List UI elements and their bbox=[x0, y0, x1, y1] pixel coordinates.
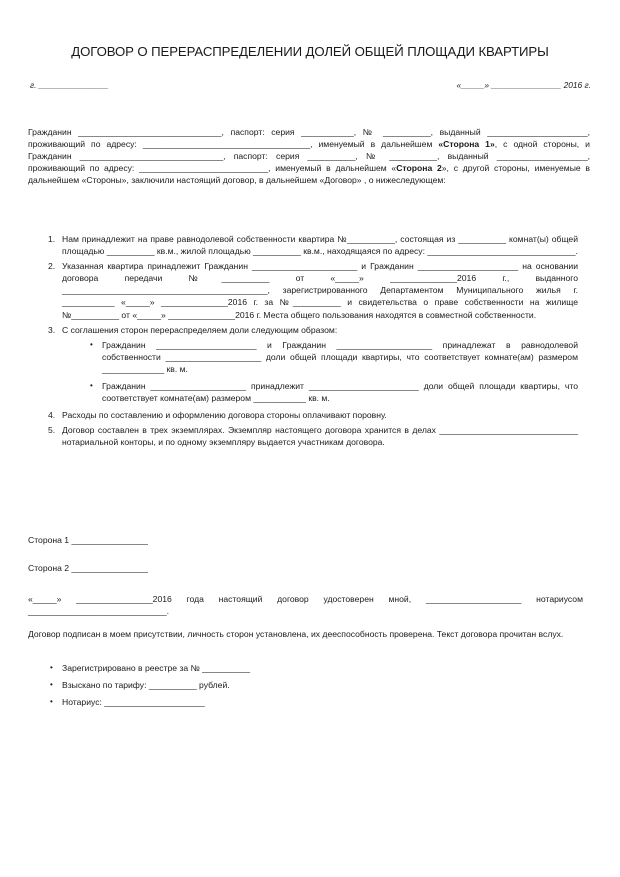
party1-label: «Сторона 1» bbox=[438, 139, 495, 150]
party2-label: Сторона 2 bbox=[396, 163, 442, 174]
clauses-list bbox=[48, 233, 578, 449]
clause-number: 4. bbox=[48, 410, 56, 421]
clause-4 bbox=[48, 409, 578, 421]
tariff-item: • Взыскано по тарифу: __________ рублей. bbox=[50, 679, 250, 691]
intro-text-1: Гражданин ______________________________, паспорт: серия ___________, № __________, выданный _____________________, проживающий по адресу: ___________________________________, именуемый в дальнейшем bbox=[28, 127, 590, 150]
intro-text-2: , с одной стороны, и Гражданин ______________________________, паспорт: серия __________, № __________, выданный ___________________, проживающий по адресу: ___________________________, именуемый в дальнейшем « bbox=[28, 139, 590, 174]
registry-list bbox=[50, 662, 250, 713]
clause-text: Расходы по составлению и оформлению договора стороны оплачивают поровну. bbox=[62, 410, 387, 421]
notary-certification: «_____» ________________2016 года настоящий договор удостоверен мной, ____________________ нотариусом _____________________________. bbox=[28, 594, 583, 617]
signature-party-1: Сторона 1 ________________ bbox=[28, 535, 148, 545]
signature-party-2: Сторона 2 ________________ bbox=[28, 563, 148, 573]
clause-text: Нам принадлежит на праве равнодолевой собственности квартира №__________, состоящая из __________ комнат(ы) общей площадью __________ кв.м., жилой площадью __________ кв.м., находящаяся по адресу: _______________________________. bbox=[62, 234, 578, 257]
clause-number: 2. bbox=[48, 261, 56, 272]
registry-item: • Зарегистрировано в реестре за № __________ bbox=[50, 662, 250, 674]
clause-text: Договор составлен в трех экземплярах. Экземпляр настоящего договора хранится в делах _____________________________ нотариальной конторы, и по одному экземпляру выдается участникам договора. bbox=[62, 425, 578, 448]
clause-number: 1. bbox=[48, 234, 56, 244]
clause-3 bbox=[48, 324, 578, 405]
clause-text: С соглашения сторон перераспределяем доли следующим образом: bbox=[62, 324, 338, 335]
clause-5 bbox=[48, 424, 578, 448]
intro-paragraph bbox=[28, 126, 590, 186]
intro-text-3: », с другой стороны, именуемые в дальнейшем «Стороны», заключили настоящий договор, в дальнейшем «Договор» , о нижеследующем: bbox=[28, 163, 590, 186]
subclauses-list bbox=[62, 339, 578, 404]
clause-2 bbox=[48, 260, 578, 320]
date-field: «_____» _______________ 2016 г. bbox=[456, 80, 591, 90]
clause-number: 3. bbox=[48, 324, 56, 335]
subclause-item: • Гражданин ____________________ принадлежит _______________________ доли общей площади квартиры, что соответствует комнате(ам) размером ___________ кв. м. bbox=[102, 380, 578, 404]
document-title: ДОГОВОР О ПЕРЕРАСПРЕДЕЛЕНИИ ДОЛЕЙ ОБЩЕЙ ПЛОЩАДИ КВАРТИРЫ bbox=[71, 44, 549, 59]
clause-1 bbox=[48, 233, 578, 257]
clause-number: 5. bbox=[48, 425, 56, 436]
clause-text: Указанная квартира принадлежит Гражданин ______________________ и Гражданин _____________________ на основании договора передачи №__________ от «_____» ______________2016 г., выданного ___________________________________________, зарегистрированного Департаментом Муниципального жилья г. ___________ «_____» ______________2016 г. за №__________ и свидетельства о праве собственности на жилище №__________ от «_____» ______________2016 г. Места общего пользования находятся в совместной собственности. bbox=[62, 261, 578, 320]
subclause-item: • Гражданин _____________________ и Гражданин ____________________ принадлежат в равнодолевой собственности ____________________ доли общей площади квартиры, что соответствует комнате(ам) размером _____________ кв. м. bbox=[102, 339, 578, 375]
signed-note: Договор подписан в моем присутствии, личность сторон установлена, их дееспособность проверена. Текст договора прочитан вслух. bbox=[28, 629, 564, 639]
notary-item: • Нотариус: _____________________ bbox=[50, 696, 250, 708]
place-field: г. _______________ bbox=[30, 80, 109, 90]
